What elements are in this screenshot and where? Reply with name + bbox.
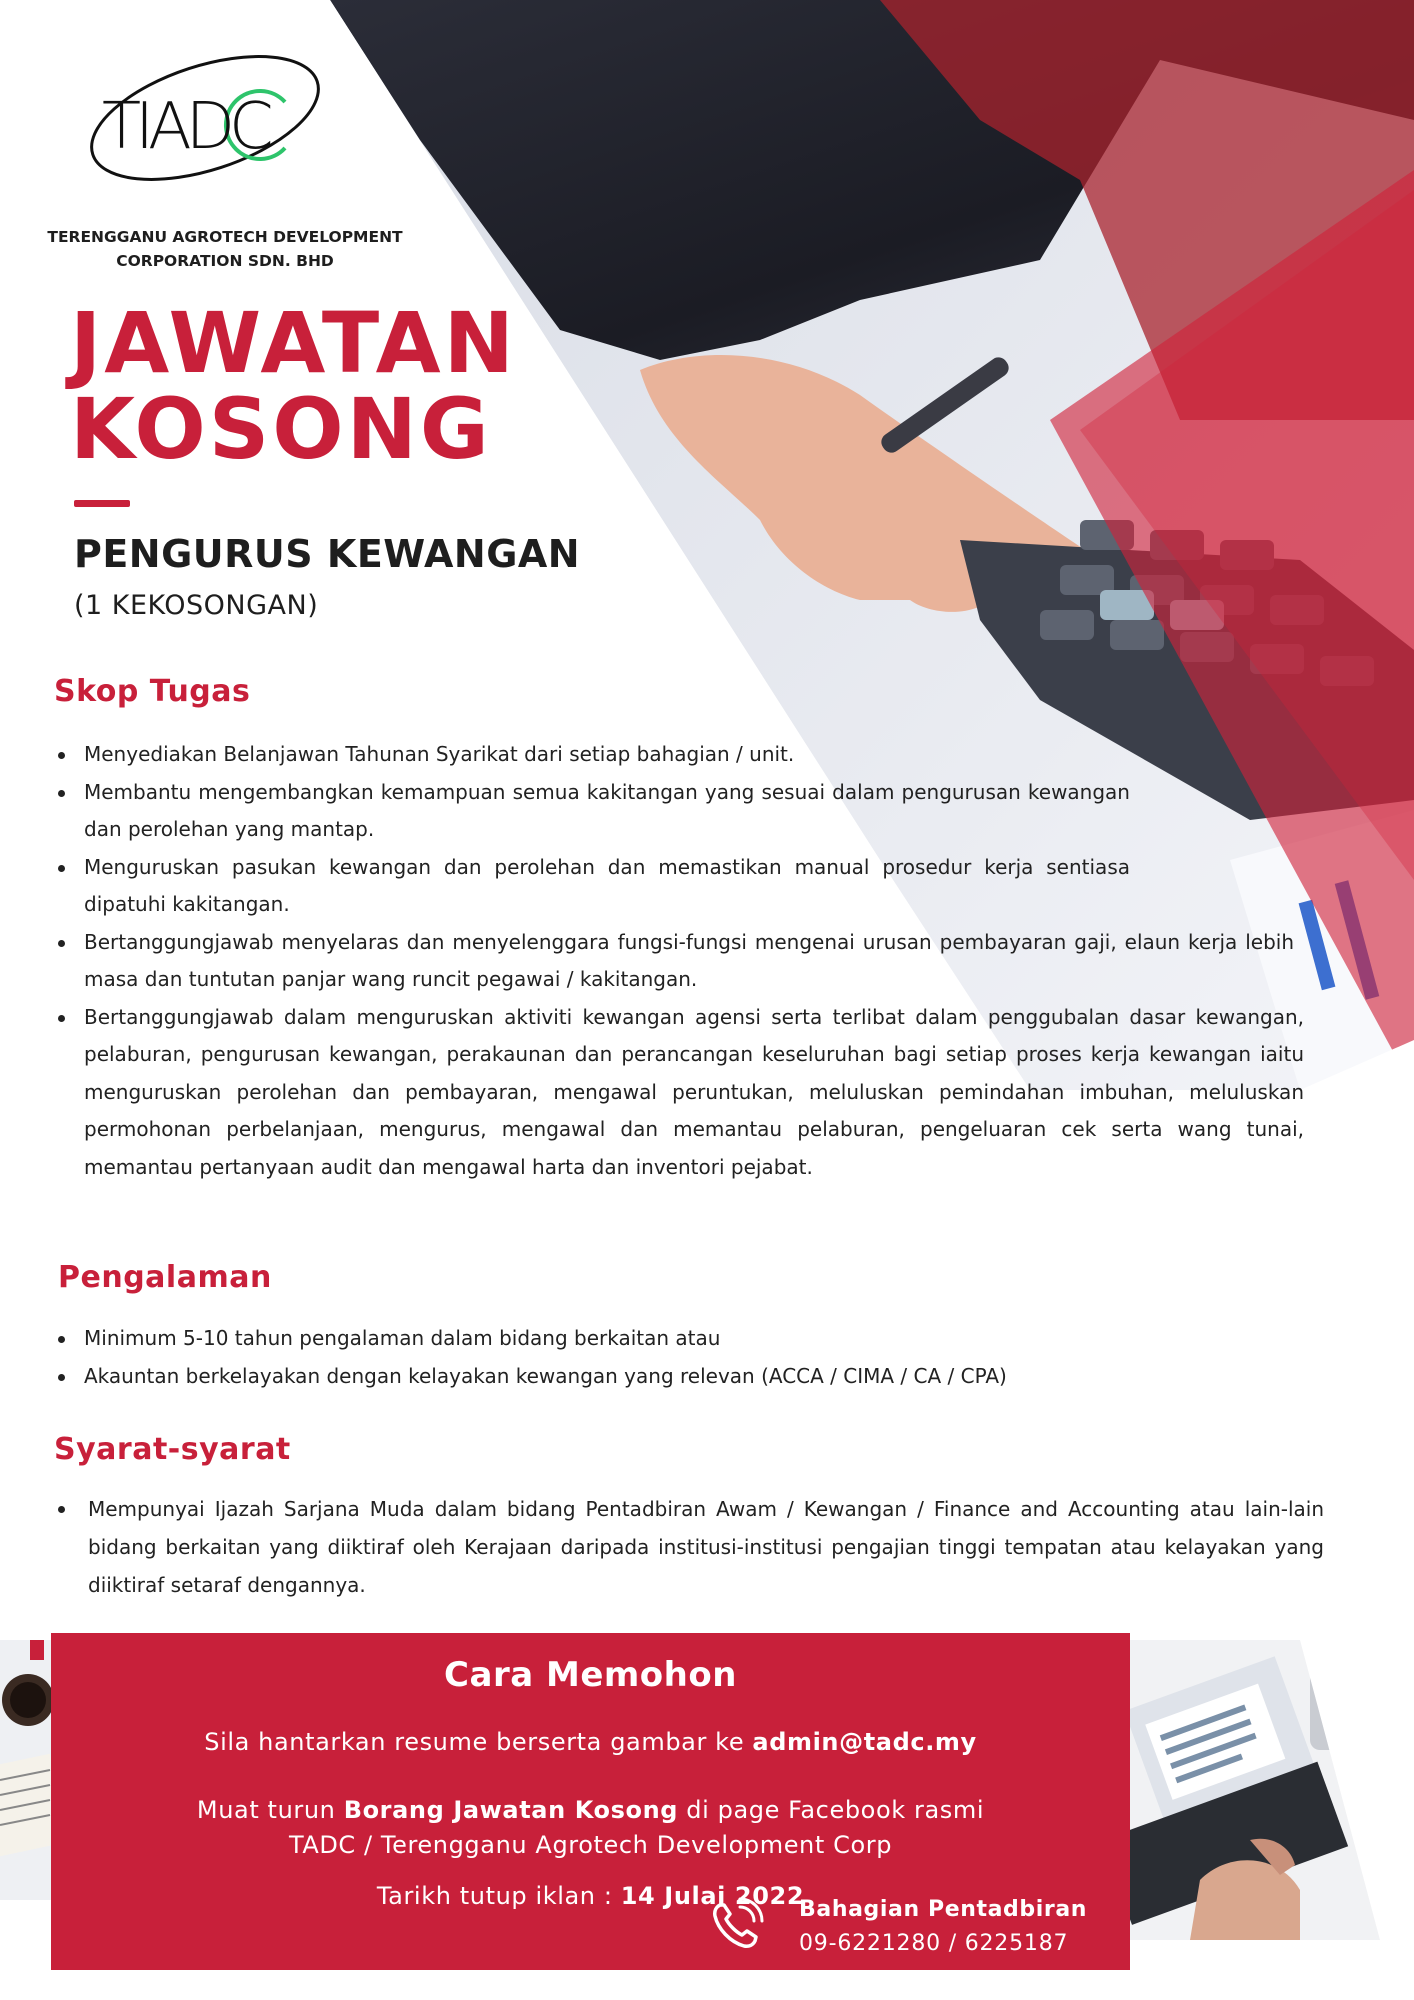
apply-title: Cara Memohon (444, 1655, 737, 1695)
apply-instruction-email (51, 1725, 1130, 1759)
list-item: Menguruskan pasukan kewangan dan perolehan dan memastikan manual prosedur kerja sentiasa dipatuhi kakitangan. (54, 849, 1130, 924)
syarat-list (54, 1490, 1324, 1604)
list-item: Bertanggungjawab menyelaras dan menyelenggara fungsi-fungsi mengenai urusan pembayaran gaji, elaun kerja lebih masa dan tuntutan panjar wang runcit pegawai / kakitangan. (54, 924, 1294, 999)
tadc-logo (80, 30, 340, 190)
list-item: Akauntan berkelayakan dengan kelayakan kewangan yang relevan (ACCA / CIMA / CA / CPA) (54, 1358, 1294, 1396)
headline-divider (74, 500, 130, 507)
apply-form-prefix: Muat turun (196, 1796, 344, 1824)
apply-email-link[interactable]: admin@tadc.my (752, 1728, 977, 1756)
contact-department: Bahagian Pentadbiran (799, 1897, 1088, 1922)
position-title: PENGURUS KEWANGAN (74, 532, 581, 576)
apply-facebook-page: TADC / Terengganu Agrotech Development Corp (288, 1831, 893, 1859)
list-item: Bertanggungjawab dalam menguruskan aktiviti kewangan agensi serta terlibat dalam penggubalan dasar kewangan, pelaburan, pengurusan kewangan, perakaunan dan perancangan keseluruhan bagi setiap proses kerja kewangan iaitu menguruskan perolehan dan pembayaran, mengawal peruntukan, meluluskan pemindahan imbuhan, meluluskan permohonan perbelanjaan, mengurus, mengawal dan memantau pelaburan, pengeluaran cek serta wang tunai, memantau pertanyaan audit dan mengawal harta dan inventori pejabat. (54, 999, 1304, 1187)
contact-phone-number[interactable]: 09-6221280 / 6225187 (799, 1931, 1069, 1956)
list-item: Menyediakan Belanjawan Tahunan Syarikat dari setiap bahagian / unit. (54, 736, 1130, 774)
company-name-line-1: TERENGGANU AGROTECH DEVELOPMENT (47, 228, 403, 246)
apply-deadline-date: 14 Julai 2022 (620, 1882, 805, 1910)
svg-text:TIADC: TIADC (102, 90, 268, 164)
phone-icon (706, 1895, 766, 1955)
list-item: Membantu mengembangkan kemampuan semua kakitangan yang sesuai dalam pengurusan kewangan dan perolehan yang mantap. (54, 774, 1130, 849)
apply-box (51, 1633, 1130, 1970)
apply-instruction-form (51, 1793, 1130, 1827)
section-title-skop-tugas: Skop Tugas (54, 674, 251, 709)
headline-line-2: KOSONG (70, 380, 492, 478)
company-name-line-2: CORPORATION SDN. BHD (116, 252, 334, 270)
list-item: Minimum 5-10 tahun pengalaman dalam bidang berkaitan atau (54, 1320, 1294, 1358)
apply-email-prefix: Sila hantarkan resume berserta gambar ke (204, 1728, 753, 1756)
apply-deadline-prefix: Tarikh tutup iklan : (376, 1882, 621, 1910)
headline-line-1: JAWATAN (70, 294, 517, 392)
vacancy-count: (1 KEKOSONGAN) (74, 590, 319, 621)
company-name (30, 225, 420, 273)
section-title-pengalaman: Pengalaman (58, 1260, 272, 1295)
apply-form-suffix: di page Facebook rasmi (678, 1796, 985, 1824)
section-title-syarat: Syarat-syarat (54, 1432, 291, 1467)
desk-photo-laptop (1130, 1640, 1380, 1940)
list-item: Mempunyai Ijazah Sarjana Muda dalam bidang Pentadbiran Awam / Kewangan / Finance and Accounting atau lain-lain bidang berkaitan yang diiktiraf oleh Kerajaan daripada institusi-institusi pengajian tinggi tempatan atau kelayakan yang diiktiraf setaraf dengannya. (54, 1490, 1324, 1604)
headline (70, 294, 517, 478)
apply-form-name: Borang Jawatan Kosong (343, 1796, 679, 1824)
pengalaman-list (54, 1320, 1294, 1395)
skop-tugas-list (54, 736, 1304, 1186)
